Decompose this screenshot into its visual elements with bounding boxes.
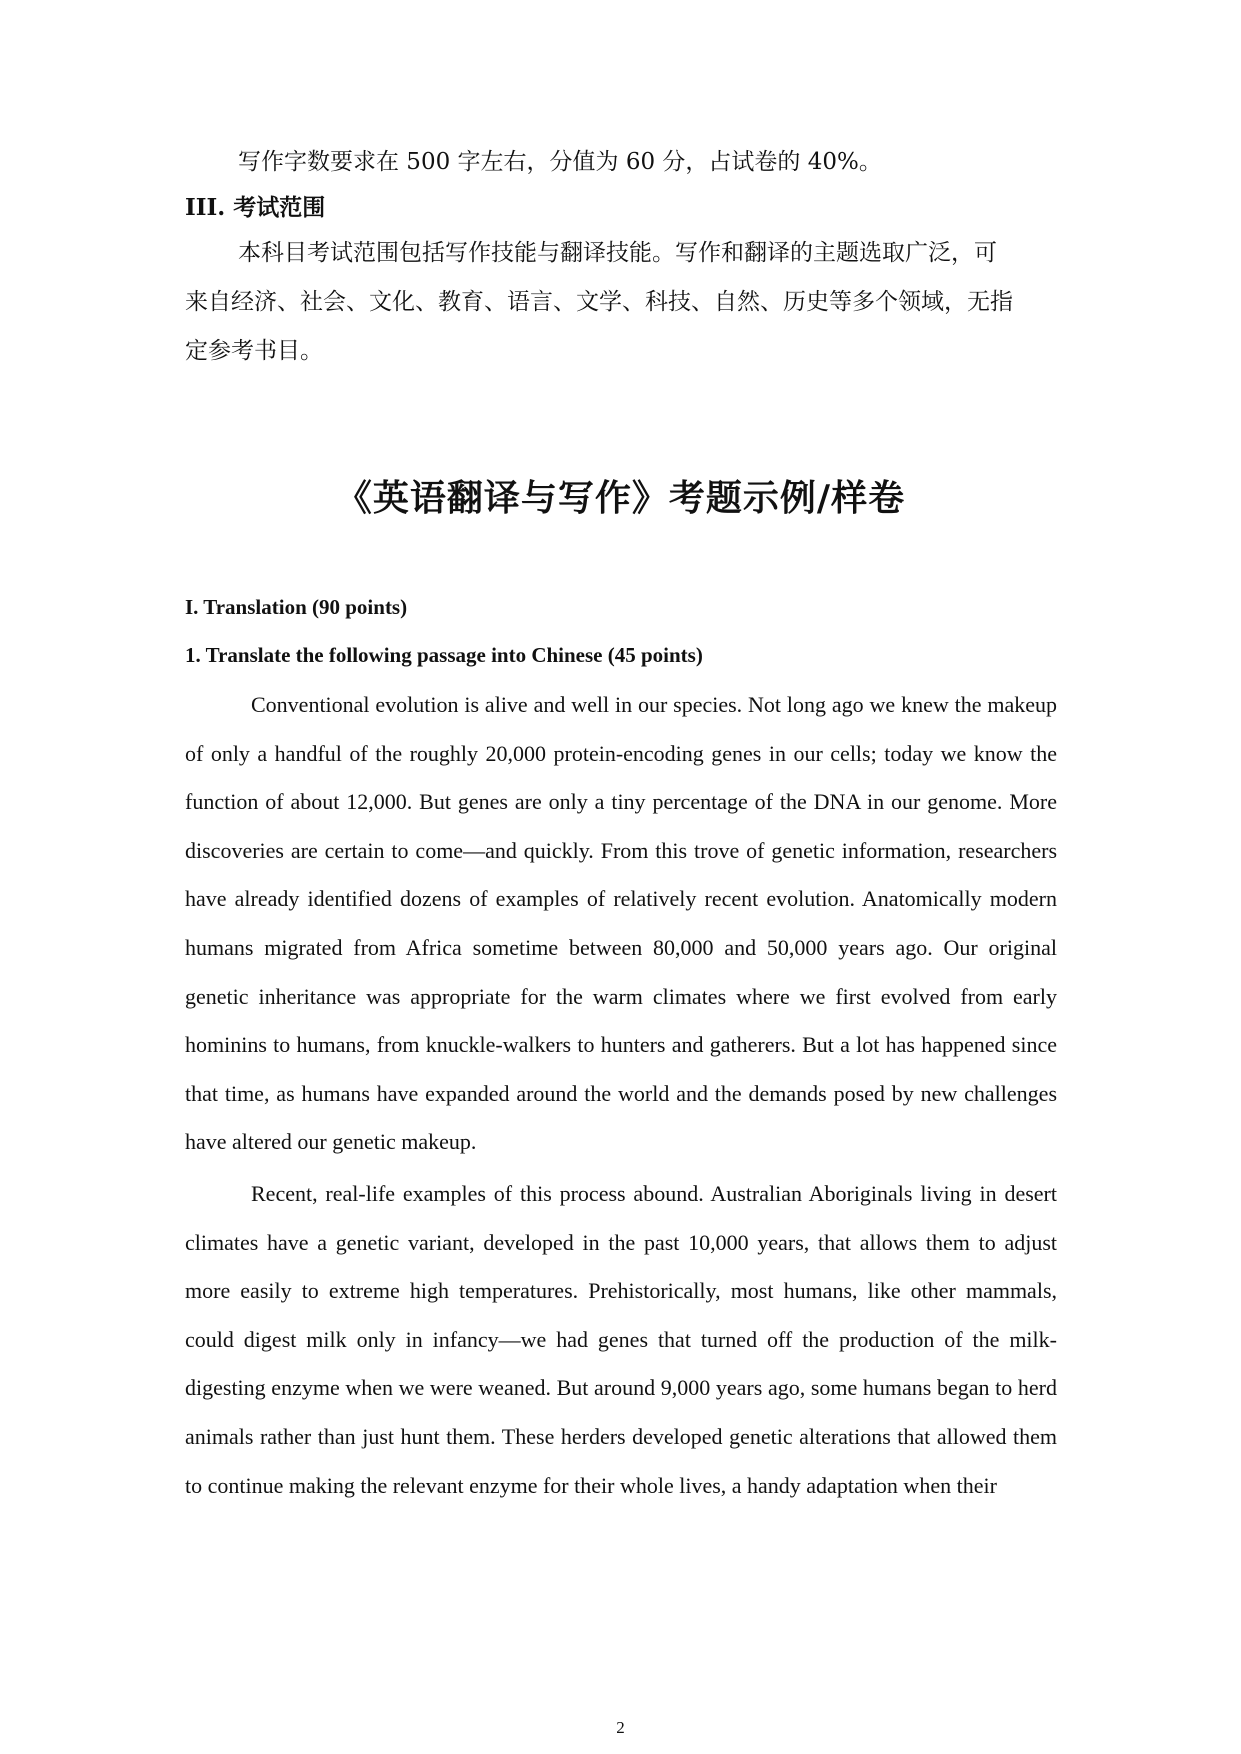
writing-requirement: 写作字数要求在 500 字左右，分值为 60 分，占试卷的 40%。 xyxy=(238,149,882,175)
translation-heading: I. Translation (90 points) xyxy=(185,595,408,619)
exam-title: 《英语翻译与写作》考题示例/样卷 xyxy=(335,478,906,519)
passage-paragraph-1: Conventional evolution is alive and well in our species. Not long ago we knew the makeup of only a handful of the roughly 20,000 protein-encoding genes in our cells; today we know the function of about 12,000. But genes are only a tiny percentage of the DNA in our genome. More discoveries are certain to come—and quickly. From this trove of genetic information, researchers have already identified dozens of examples of relatively recent evolution. Anatomically modern humans migrated from Africa sometime between 80,000 and 50,000 years ago. Our original genetic inheritance was appropriate for the warm climates where we first evolved from early hominins to humans, from knuckle-walkers to hunters and gatherers. But a lot has happened since that time, as humans have expanded around the world and the demands posed by new challenges have altered our genetic makeup. xyxy=(185,692,1057,1155)
scope-line-1: 本科目考试范围包括写作技能与翻译技能。写作和翻译的主题选取广泛，可 xyxy=(238,240,997,266)
section-iii-heading: III. 考试范围 xyxy=(185,194,326,221)
scope-line-3: 定参考书目。 xyxy=(185,338,323,364)
passage-paragraph-2: Recent, real-life examples of this process abound. Australian Aboriginals living in desert climates have a genetic variant, developed in the past 10,000 years, that allows them to adjust more easily to extreme high temperatures. Prehistorically, most humans, like other mammals, could digest milk only in infancy—we had genes that turned off the production of the milk-digesting enzyme when we were weaned. But around 9,000 years ago, some humans began to herd animals rather than just hunt them. These herders developed genetic alterations that allowed them to continue making the relevant enzyme for their whole lives, a handy adaptation when their xyxy=(185,1181,1057,1498)
scope-line-2: 来自经济、社会、文化、教育、语言、文学、科技、自然、历史等多个领域，无指 xyxy=(185,289,1013,315)
page-number: 2 xyxy=(616,1718,625,1737)
task1-heading: 1. Translate the following passage into Chinese (45 points) xyxy=(185,643,703,667)
